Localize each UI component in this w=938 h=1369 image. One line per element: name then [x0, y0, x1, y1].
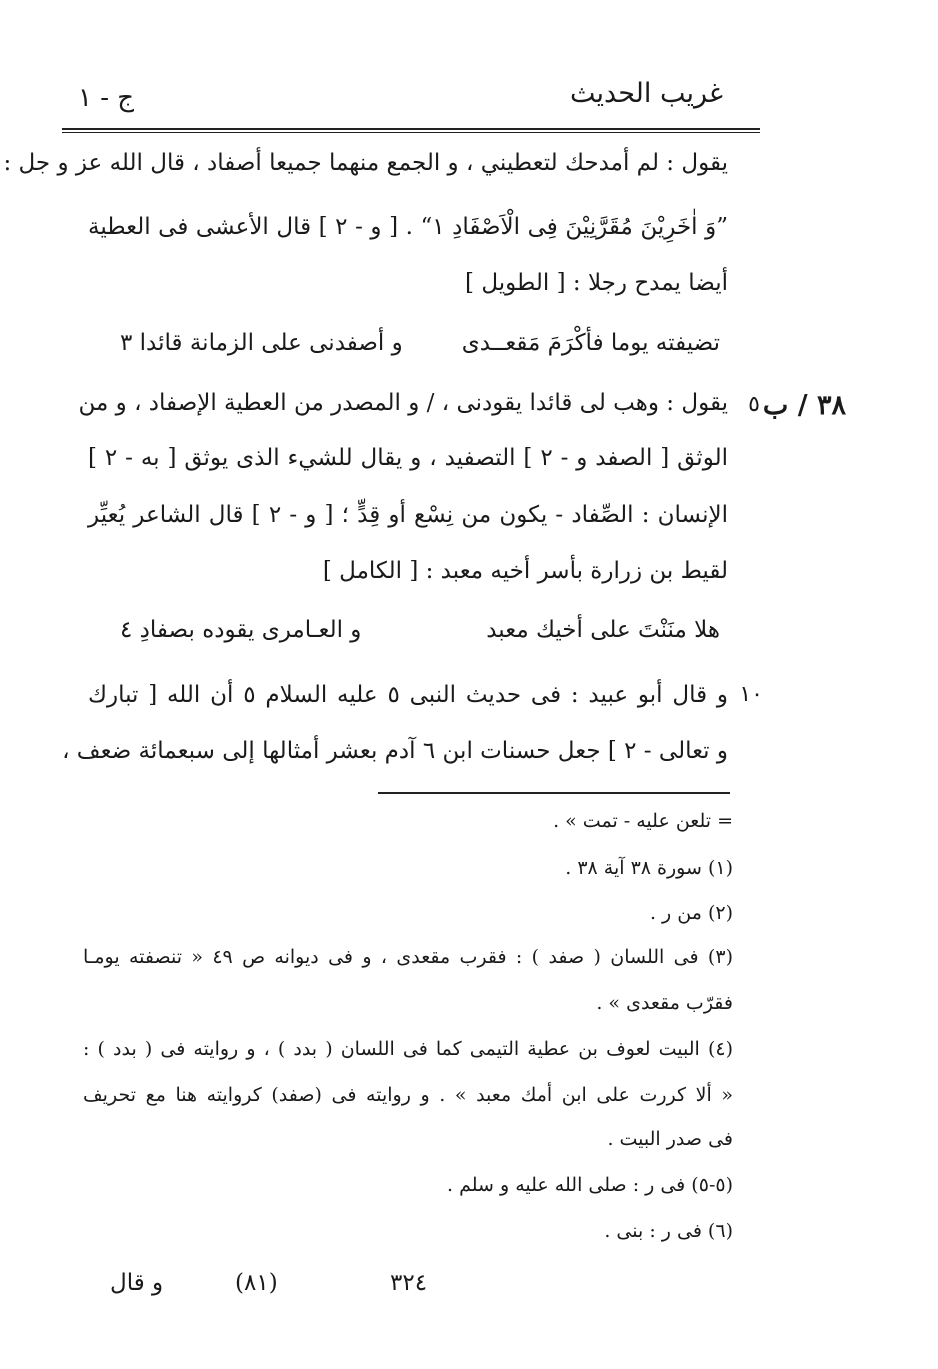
body-line-6: الإنسان : الصِّفاد - يكون من نِسْع أو قِدٍّ ؛ [ و - ٢ ] قال الشاعر يُعيِّر — [88, 502, 728, 528]
footnote-4-cont: « ألا كررت على ابن أمك معبد » . و روايته فى (صفد) كروايته هنا مع تحريف — [83, 1084, 733, 1106]
footnote-6: (٦) فى ر : بنى . — [604, 1220, 733, 1242]
body-line-9: و تعالى - ٢ ] جعل حسنات ابن ٦ آدم بعشر أمثالها إلى سبعمائة ضعف ، — [62, 738, 728, 764]
body-line-8: و قال أبو عبيد : فى حديث النبى ٥ عليه السلام ٥ أن الله [ تبارك — [88, 682, 728, 708]
footnote-2: (٢) من ر . — [649, 902, 733, 924]
footnote-4: (٤) البيت لعوف بن عطية التيمى كما فى اللسان ( بدد ) ، و روايته فى ( بدد ) : — [83, 1038, 733, 1060]
footnote-3: (٣) فى اللسان ( صفد ) : فقرب مقعدى ، و فى ديوانه ص ٤٩ « تنصفته يومـا — [83, 946, 733, 968]
signature-mark: (٨١) — [235, 1270, 278, 1296]
line-number-5: ٥ — [748, 392, 760, 417]
verse-1-first-hemistich: تضيفته يوما فأكْرَمَ مَقعــدى — [461, 330, 720, 356]
header-rule — [62, 128, 760, 130]
catchword: و قال — [110, 1270, 164, 1296]
footnote-5: (٥-٥) فى ر : صلى الله عليه و سلم . — [447, 1174, 733, 1196]
volume-label: ج - ١ — [78, 83, 135, 113]
footnote-rule — [378, 792, 730, 794]
verse-2 — [120, 617, 720, 643]
running-title: غريب الحديث — [570, 78, 723, 109]
header-rule-thin — [62, 132, 760, 133]
folio-marker: ٣٨ / ب — [762, 390, 846, 421]
line-number-10: ١٠ — [739, 682, 763, 707]
page-number: ٣٢٤ — [390, 1270, 428, 1296]
body-line-5: الوثق [ الصفد و - ٢ ] التصفيد ، و يقال للشيء الذى يوثق [ به - ٢ ] — [88, 445, 728, 471]
verse-1 — [120, 330, 720, 356]
body-line-3: أيضا يمدح رجلا : [ الطويل ] — [465, 270, 728, 296]
verse-2-second-hemistich: و العـامرى يقوده بصفادِ ٤ — [120, 617, 362, 643]
body-line-4: يقول : وهب لى قائدا يقودنى ، / و المصدر من العطية الإصفاد ، و من — [78, 390, 728, 416]
verse-2-first-hemistich: هلا منَنْتَ على أخيك معبد — [486, 617, 720, 643]
footnote-4-end: فى صدر البيت . — [607, 1128, 733, 1150]
footnote-continuation: = تلعن عليه - تمت » . — [553, 810, 733, 832]
body-line-7: لقيط بن زرارة بأسر أخيه معبد : [ الكامل ] — [322, 558, 728, 584]
body-line-1: يقول : لم أمدحك لتعطيني ، و الجمع منهما جميعا أصفاد ، قال الله عز و جل : — [3, 150, 728, 176]
verse-1-second-hemistich: و أصفدنى على الزمانة قائدا ٣ — [120, 330, 403, 356]
footnote-1: (١) سورة ٣٨ آية ٣٨ . — [565, 857, 733, 879]
footnote-3-cont: فقرّب مقعدى » . — [596, 992, 733, 1014]
body-line-2: ”وَ اٰخَرِيْنَ مُقَرَّنِيْنَ فِى الْاَصْفَادِ ١“ . [ و - ٢ ] قال الأعشى فى العطية — [88, 214, 728, 240]
